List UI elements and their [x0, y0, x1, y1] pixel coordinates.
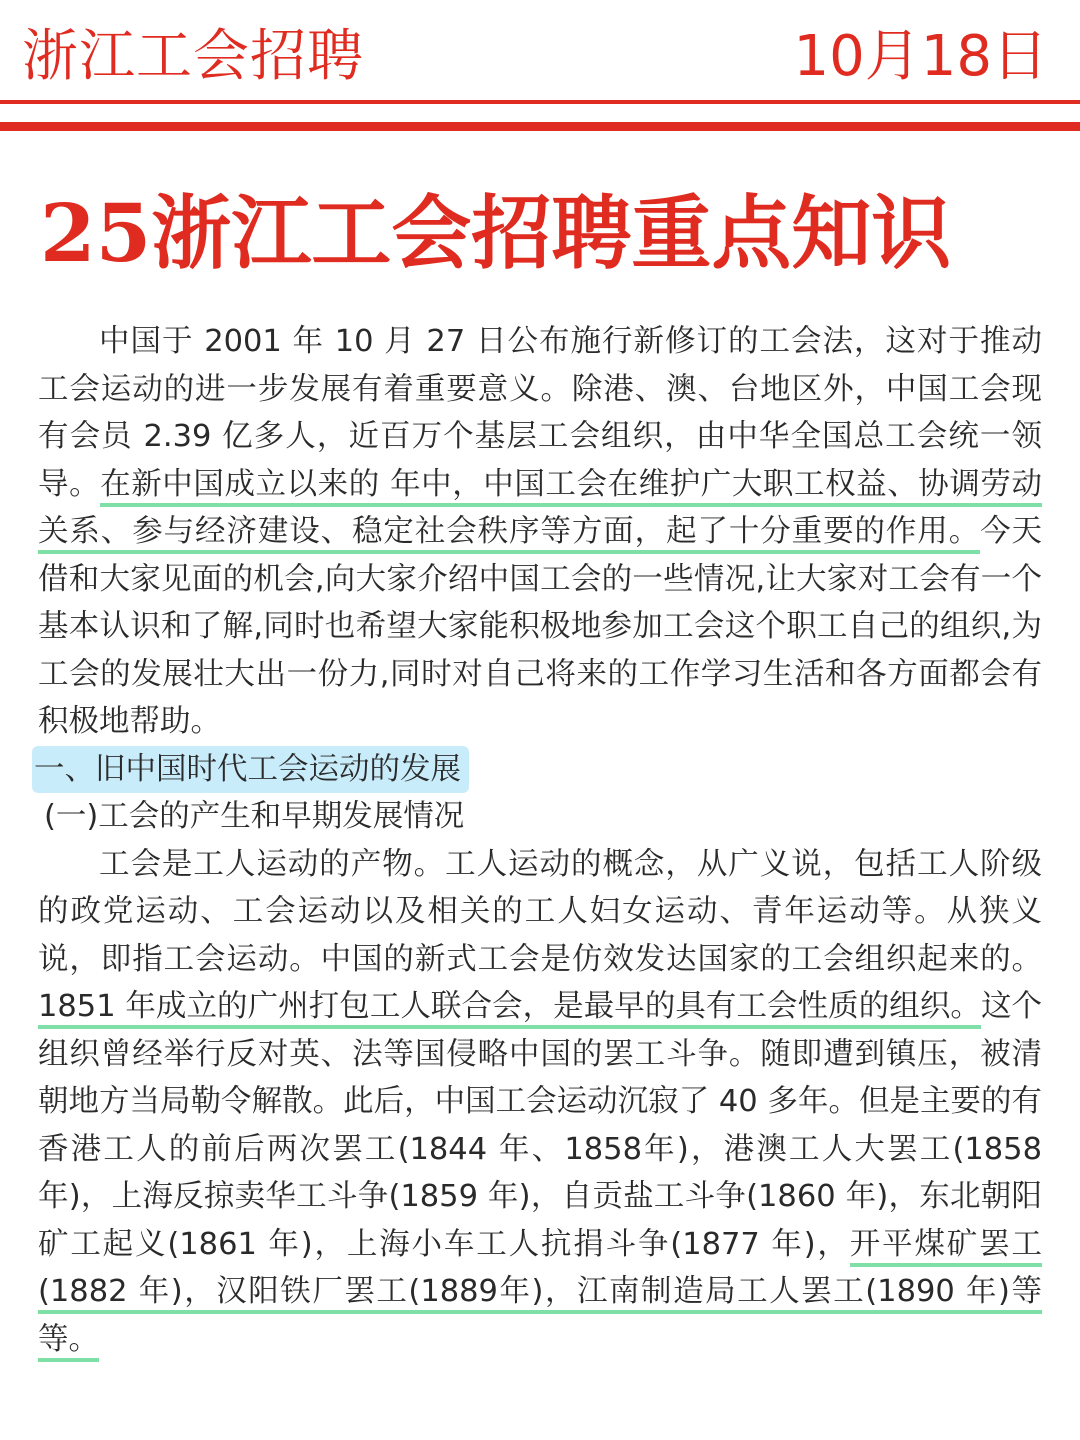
- subsection-heading: (一)工会的产生和早期发展情况: [44, 799, 465, 834]
- intro-text-b: 今天借和大家见面的机会,向大家介绍中国工会的一些情况,让大家对工会有一个基本认识和了解,同时也希望大家能积极地参加工会这个职工自己的组织,为工会的发展壮大出一份力,同时对自己将来的工作学习生活和各方面都会有积极地帮助。: [38, 514, 1043, 739]
- date-label: 10月18日: [793, 24, 1048, 89]
- section-heading: [34, 746, 1042, 794]
- header-divider-thin: [0, 100, 1080, 104]
- paragraph-intro: [38, 318, 1042, 746]
- header-bar: [0, 0, 1080, 140]
- highlighted-text: 开平煤矿罢工(1882 年)，汉阳铁厂罢工(1889年)，江南制造局工人罢工(1890 年)等等。: [38, 1227, 1042, 1362]
- header-divider-thick: [0, 122, 1080, 131]
- history-text-b: 这个组织曾经举行反对英、法等国侵略中国的罢工斗争。随即遭到镇压，被清朝地方当局勒令解散。此后，中国工会运动沉寂了 40 多年。但是主要的有香港工人的前后两次罢工(1844 年、1858年)，港澳工人大罢工(1858 年)，上海反掠卖华工斗争(1859 年)，自贡盐工斗争(1860 年)，东北朝阳矿工起义(1861 年)，上海小车工人抗捐斗争(1877 年)，: [38, 989, 1042, 1262]
- brand-label: 浙江工会招聘: [22, 24, 364, 89]
- article-body: [34, 318, 1043, 1363]
- page-title: 25浙江工会招聘重点知识: [40, 186, 952, 280]
- intro-text-a: 中国于 2001 年 10 月 27 日公布施行新修订的工会法，这对于推动工会运动的进一步发展有着重要意义。除港、澳、台地区外，中国工会现有会员 2.39 亿多人，近百万个基层工会组织，由中华全国总工会统一领导。: [38, 324, 1042, 502]
- paragraph-history: [38, 841, 1042, 1364]
- highlighted-text: 在新中国成立以来的 年中，中国工会在维护广大职工权益、协调劳动关系、参与经济建设、稳定社会秩序等方面，起了十分重要的作用。: [38, 467, 1042, 555]
- history-text-a: 工会是工人运动的产物。工人运动的概念，从广义说，包括工人阶级的政党运动、工会运动以及相关的工人妇女运动、青年运动等。从狭义说，即指工会运动。中国的新式工会是仿效发达国家的工会组织起来的。: [38, 846, 1042, 977]
- section-heading-label: 一、旧中国时代工会运动的发展: [32, 746, 469, 794]
- highlighted-text: 1851 年成立的广州打包工人联合会，是最早的具有工会性质的组织。: [38, 989, 981, 1029]
